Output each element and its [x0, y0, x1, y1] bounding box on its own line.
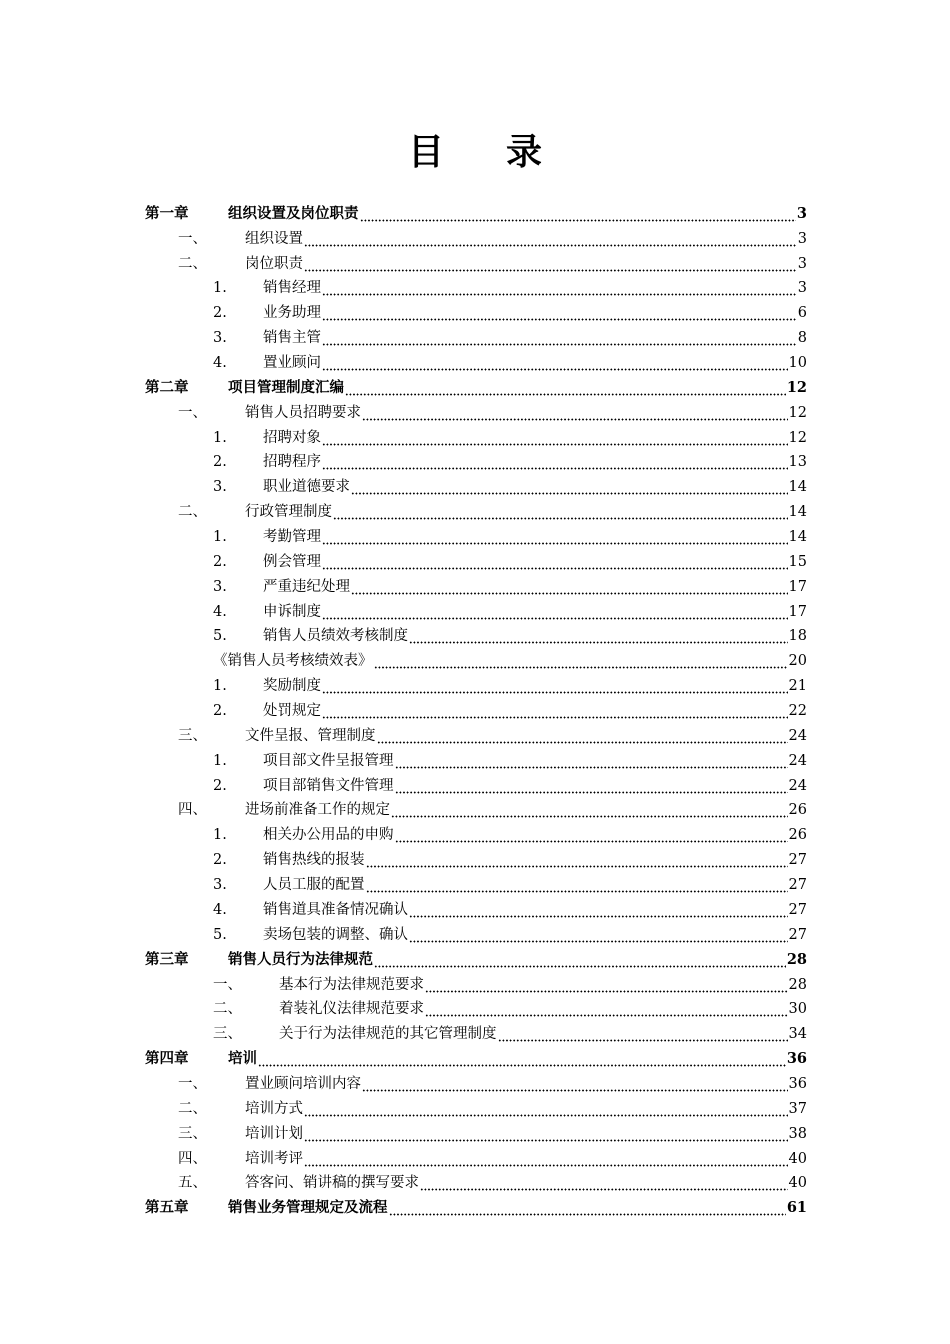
toc-entry[interactable] — [145, 870, 807, 895]
toc-entry-title: 考勤管理 — [263, 529, 321, 546]
toc-entry[interactable] — [145, 398, 807, 423]
toc-dot-leader — [409, 900, 788, 920]
title-char-1: 目 — [407, 131, 444, 173]
toc-entry-number: 四、 — [178, 1150, 207, 1167]
toc-entry-title: 组织设置 — [245, 230, 303, 247]
toc-dot-leader — [304, 1099, 788, 1119]
toc-entry-number: 5. — [213, 926, 227, 943]
toc-page-number: 27 — [788, 901, 807, 918]
toc-page-number: 17 — [788, 578, 807, 595]
toc-entry-number: 第三章 — [145, 950, 189, 968]
toc-entry-number: 三、 — [213, 1026, 242, 1043]
toc-entry-title: 销售经理 — [263, 280, 321, 297]
toc-page-number: 24 — [788, 727, 807, 744]
toc-entry[interactable] — [145, 572, 807, 597]
toc-page-number: 26 — [788, 827, 807, 844]
toc-entry-number: 1. — [213, 280, 227, 297]
toc-page-number: 3 — [797, 280, 807, 297]
toc-entry[interactable] — [145, 348, 807, 373]
toc-page-number: 14 — [788, 479, 807, 496]
toc-entry-number: 一、 — [178, 1075, 207, 1092]
toc-entry-number: 3. — [213, 479, 227, 496]
toc-entry[interactable] — [145, 522, 807, 547]
toc-entry-title: 培训 — [228, 1050, 257, 1068]
toc-entry[interactable] — [145, 448, 807, 473]
toc-entry-title: 答客问、销讲稿的撰写要求 — [245, 1175, 419, 1192]
toc-page-number: 26 — [788, 802, 807, 819]
toc-dot-leader — [322, 527, 788, 547]
toc-dot-leader — [360, 204, 796, 224]
toc-entry[interactable] — [145, 1069, 807, 1094]
toc-dot-leader — [322, 428, 788, 448]
toc-entry-title: 置业顾问 — [263, 355, 321, 372]
toc-entry-number: 4. — [213, 355, 227, 372]
toc-entry-title: 相关办公用品的申购 — [263, 827, 394, 844]
toc-entry-number: 1. — [213, 827, 227, 844]
toc-entry-number: 2. — [213, 703, 227, 720]
toc-entry-title: 销售业务管理规定及流程 — [228, 1199, 388, 1217]
toc-entry-title: 置业顾问培训内容 — [245, 1075, 361, 1092]
toc-dot-leader — [322, 353, 788, 373]
toc-entry-title: 职业道德要求 — [263, 479, 350, 496]
toc-entry-number: 2. — [213, 777, 227, 794]
toc-entry-title: 组织设置及岗位职责 — [228, 204, 359, 222]
toc-page-number: 61 — [786, 1199, 807, 1217]
toc-dot-leader — [322, 278, 797, 298]
toc-entry-number: 第四章 — [145, 1050, 189, 1068]
toc-dot-leader — [395, 776, 788, 796]
toc-dot-leader — [420, 1173, 788, 1193]
toc-dot-leader — [425, 975, 788, 995]
title-char-2: 录 — [506, 131, 543, 173]
toc-page-number: 12 — [788, 429, 807, 446]
toc-dot-leader — [374, 950, 786, 970]
toc-entry[interactable] — [145, 771, 807, 796]
toc-entry[interactable] — [145, 224, 807, 249]
toc-entry[interactable] — [145, 895, 807, 920]
toc-page-number: 10 — [788, 355, 807, 372]
toc-entry-number: 五、 — [178, 1175, 207, 1192]
toc-page-number: 12 — [786, 378, 807, 396]
toc-page-number: 14 — [788, 504, 807, 521]
toc-dot-leader — [345, 378, 786, 398]
toc-entry[interactable] — [145, 1094, 807, 1119]
toc-page-number: 8 — [797, 330, 807, 347]
toc-dot-leader — [322, 602, 788, 622]
toc-dot-leader — [377, 726, 788, 746]
toc-page-number: 38 — [788, 1125, 807, 1142]
toc-entry-title: 申诉制度 — [263, 603, 321, 620]
toc-entry-title: 着装礼仪法律规范要求 — [279, 1001, 424, 1018]
toc-dot-leader — [258, 1049, 786, 1069]
toc-dot-leader — [304, 1124, 788, 1144]
toc-entry-title: 处罚规定 — [263, 703, 321, 720]
toc-entry-number: 二、 — [178, 504, 207, 521]
toc-entry-number: 3. — [213, 578, 227, 595]
toc-entry-number: 1. — [213, 752, 227, 769]
toc-entry-title: 进场前准备工作的规定 — [245, 802, 390, 819]
toc-entry-title: 基本行为法律规范要求 — [279, 976, 424, 993]
toc-dot-leader — [498, 1024, 788, 1044]
table-of-contents — [145, 199, 807, 1218]
toc-page-number: 28 — [786, 950, 807, 968]
toc-page-number: 40 — [788, 1150, 807, 1167]
toc-entry[interactable] — [145, 671, 807, 696]
toc-entry-title: 销售人员招聘要求 — [245, 404, 361, 421]
toc-entry[interactable] — [145, 1119, 807, 1144]
toc-entry-number: 2. — [213, 454, 227, 471]
toc-entry-title: 例会管理 — [263, 553, 321, 570]
toc-entry-number: 1. — [213, 529, 227, 546]
toc-entry-title: 关于行为法律规范的其它管理制度 — [279, 1026, 497, 1043]
toc-entry-number: 二、 — [213, 1001, 242, 1018]
toc-page-number: 12 — [788, 404, 807, 421]
toc-entry[interactable] — [145, 472, 807, 497]
toc-entry-title: 业务助理 — [263, 305, 321, 322]
toc-entry-number: 三、 — [178, 1125, 207, 1142]
toc-page-number: 14 — [788, 529, 807, 546]
toc-entry-title: 培训计划 — [245, 1125, 303, 1142]
toc-entry[interactable] — [145, 970, 807, 995]
toc-page-number: 30 — [788, 1001, 807, 1018]
toc-entry-title: 销售人员绩效考核制度 — [263, 628, 408, 645]
toc-entry-number: 一、 — [213, 976, 242, 993]
toc-dot-leader — [425, 999, 788, 1019]
toc-entry-title: 岗位职责 — [245, 255, 303, 272]
toc-entry-title: 招聘程序 — [263, 454, 321, 471]
toc-chapter-entry[interactable] — [145, 373, 807, 398]
page-title — [0, 128, 950, 176]
toc-page-number: 24 — [788, 752, 807, 769]
toc-dot-leader — [322, 552, 788, 572]
toc-entry[interactable] — [145, 547, 807, 572]
toc-entry-number: 4. — [213, 603, 227, 620]
toc-dot-leader — [333, 502, 788, 522]
toc-dot-leader — [304, 229, 797, 249]
toc-entry-title: 销售道具准备情况确认 — [263, 901, 408, 918]
toc-entry-number: 3. — [213, 330, 227, 347]
toc-entry[interactable] — [145, 1019, 807, 1044]
toc-entry[interactable] — [145, 920, 807, 945]
toc-entry-number: 3. — [213, 877, 227, 894]
toc-dot-leader — [322, 328, 797, 348]
toc-entry-title: 《销售人员考核绩效表》 — [213, 653, 373, 670]
toc-entry[interactable] — [145, 423, 807, 448]
toc-dot-leader — [362, 1074, 788, 1094]
toc-entry-number: 1. — [213, 429, 227, 446]
toc-dot-leader — [362, 403, 788, 423]
toc-entry-title: 招聘对象 — [263, 429, 321, 446]
toc-entry[interactable] — [145, 249, 807, 274]
toc-entry[interactable] — [145, 796, 807, 821]
toc-dot-leader — [366, 850, 788, 870]
toc-page-number: 37 — [788, 1100, 807, 1117]
toc-page-number: 36 — [786, 1050, 807, 1068]
toc-entry-title: 卖场包装的调整、确认 — [263, 926, 408, 943]
toc-dot-leader — [395, 825, 788, 845]
toc-page-number: 13 — [788, 454, 807, 471]
toc-page-number: 20 — [788, 653, 807, 670]
toc-entry-title: 项目部文件呈报管理 — [263, 752, 394, 769]
toc-dot-leader — [322, 701, 788, 721]
toc-entry-title: 销售热线的报装 — [263, 852, 365, 869]
toc-entry-number: 一、 — [178, 404, 207, 421]
toc-chapter-entry[interactable] — [145, 945, 807, 970]
toc-entry[interactable] — [145, 646, 807, 671]
toc-entry-number: 一、 — [178, 230, 207, 247]
toc-page-number: 40 — [788, 1175, 807, 1192]
toc-dot-leader — [322, 303, 797, 323]
toc-entry-title: 培训考评 — [245, 1150, 303, 1167]
toc-entry-number: 三、 — [178, 727, 207, 744]
toc-entry[interactable] — [145, 746, 807, 771]
toc-page-number: 27 — [788, 926, 807, 943]
toc-entry-number: 二、 — [178, 1100, 207, 1117]
toc-entry[interactable] — [145, 820, 807, 845]
toc-page-number: 6 — [797, 305, 807, 322]
toc-dot-leader — [304, 1149, 788, 1169]
toc-dot-leader — [389, 1198, 786, 1218]
toc-entry-title: 人员工服的配置 — [263, 877, 365, 894]
toc-page-number: 22 — [788, 703, 807, 720]
toc-entry-number: 2. — [213, 852, 227, 869]
toc-dot-leader — [374, 651, 788, 671]
toc-dot-leader — [409, 925, 788, 945]
toc-page-number: 3 — [797, 255, 807, 272]
toc-entry-number: 1. — [213, 678, 227, 695]
toc-entry-title: 行政管理制度 — [245, 504, 332, 521]
toc-entry[interactable] — [145, 597, 807, 622]
toc-page-number: 21 — [788, 678, 807, 695]
toc-dot-leader — [351, 477, 788, 497]
toc-entry-number: 2. — [213, 305, 227, 322]
toc-entry-number: 第一章 — [145, 204, 189, 222]
toc-entry-number: 2. — [213, 553, 227, 570]
toc-page-number: 36 — [788, 1075, 807, 1092]
toc-page-number: 15 — [788, 553, 807, 570]
toc-entry-title: 文件呈报、管理制度 — [245, 727, 376, 744]
toc-dot-leader — [351, 577, 788, 597]
toc-page-number: 17 — [788, 603, 807, 620]
toc-page-number: 34 — [788, 1026, 807, 1043]
toc-entry[interactable] — [145, 497, 807, 522]
toc-entry[interactable] — [145, 1144, 807, 1169]
toc-page-number: 27 — [788, 877, 807, 894]
toc-dot-leader — [391, 800, 788, 820]
toc-page-number: 3 — [796, 204, 807, 222]
toc-entry[interactable] — [145, 622, 807, 647]
toc-dot-leader — [304, 254, 797, 274]
toc-entry[interactable] — [145, 721, 807, 746]
toc-entry-title: 销售人员行为法律规范 — [228, 950, 373, 968]
toc-dot-leader — [322, 676, 788, 696]
toc-entry-number: 5. — [213, 628, 227, 645]
toc-entry[interactable] — [145, 1169, 807, 1194]
toc-entry-title: 奖励制度 — [263, 678, 321, 695]
toc-page-number: 24 — [788, 777, 807, 794]
toc-chapter-entry[interactable] — [145, 199, 807, 224]
toc-entry-number: 四、 — [178, 802, 207, 819]
toc-entry[interactable] — [145, 995, 807, 1020]
toc-entry-number: 二、 — [178, 255, 207, 272]
toc-entry-title: 销售主管 — [263, 330, 321, 347]
toc-entry[interactable] — [145, 845, 807, 870]
toc-page-number: 3 — [797, 230, 807, 247]
toc-entry-title: 项目管理制度汇编 — [228, 378, 344, 396]
toc-dot-leader — [366, 875, 788, 895]
toc-entry-number: 4. — [213, 901, 227, 918]
toc-entry-title: 项目部销售文件管理 — [263, 777, 394, 794]
toc-dot-leader — [395, 751, 788, 771]
toc-page-number: 18 — [788, 628, 807, 645]
toc-entry[interactable] — [145, 323, 807, 348]
toc-entry[interactable] — [145, 696, 807, 721]
toc-page-number: 28 — [788, 976, 807, 993]
toc-entry-title: 严重违纪处理 — [263, 578, 350, 595]
toc-page-number: 27 — [788, 852, 807, 869]
toc-dot-leader — [409, 626, 788, 646]
toc-chapter-entry[interactable] — [145, 1193, 807, 1218]
toc-entry[interactable] — [145, 274, 807, 299]
toc-entry[interactable] — [145, 298, 807, 323]
toc-dot-leader — [322, 452, 788, 472]
toc-entry-number: 第二章 — [145, 378, 189, 396]
toc-entry-number: 第五章 — [145, 1199, 189, 1217]
toc-entry-title: 培训方式 — [245, 1100, 303, 1117]
toc-chapter-entry[interactable] — [145, 1044, 807, 1069]
